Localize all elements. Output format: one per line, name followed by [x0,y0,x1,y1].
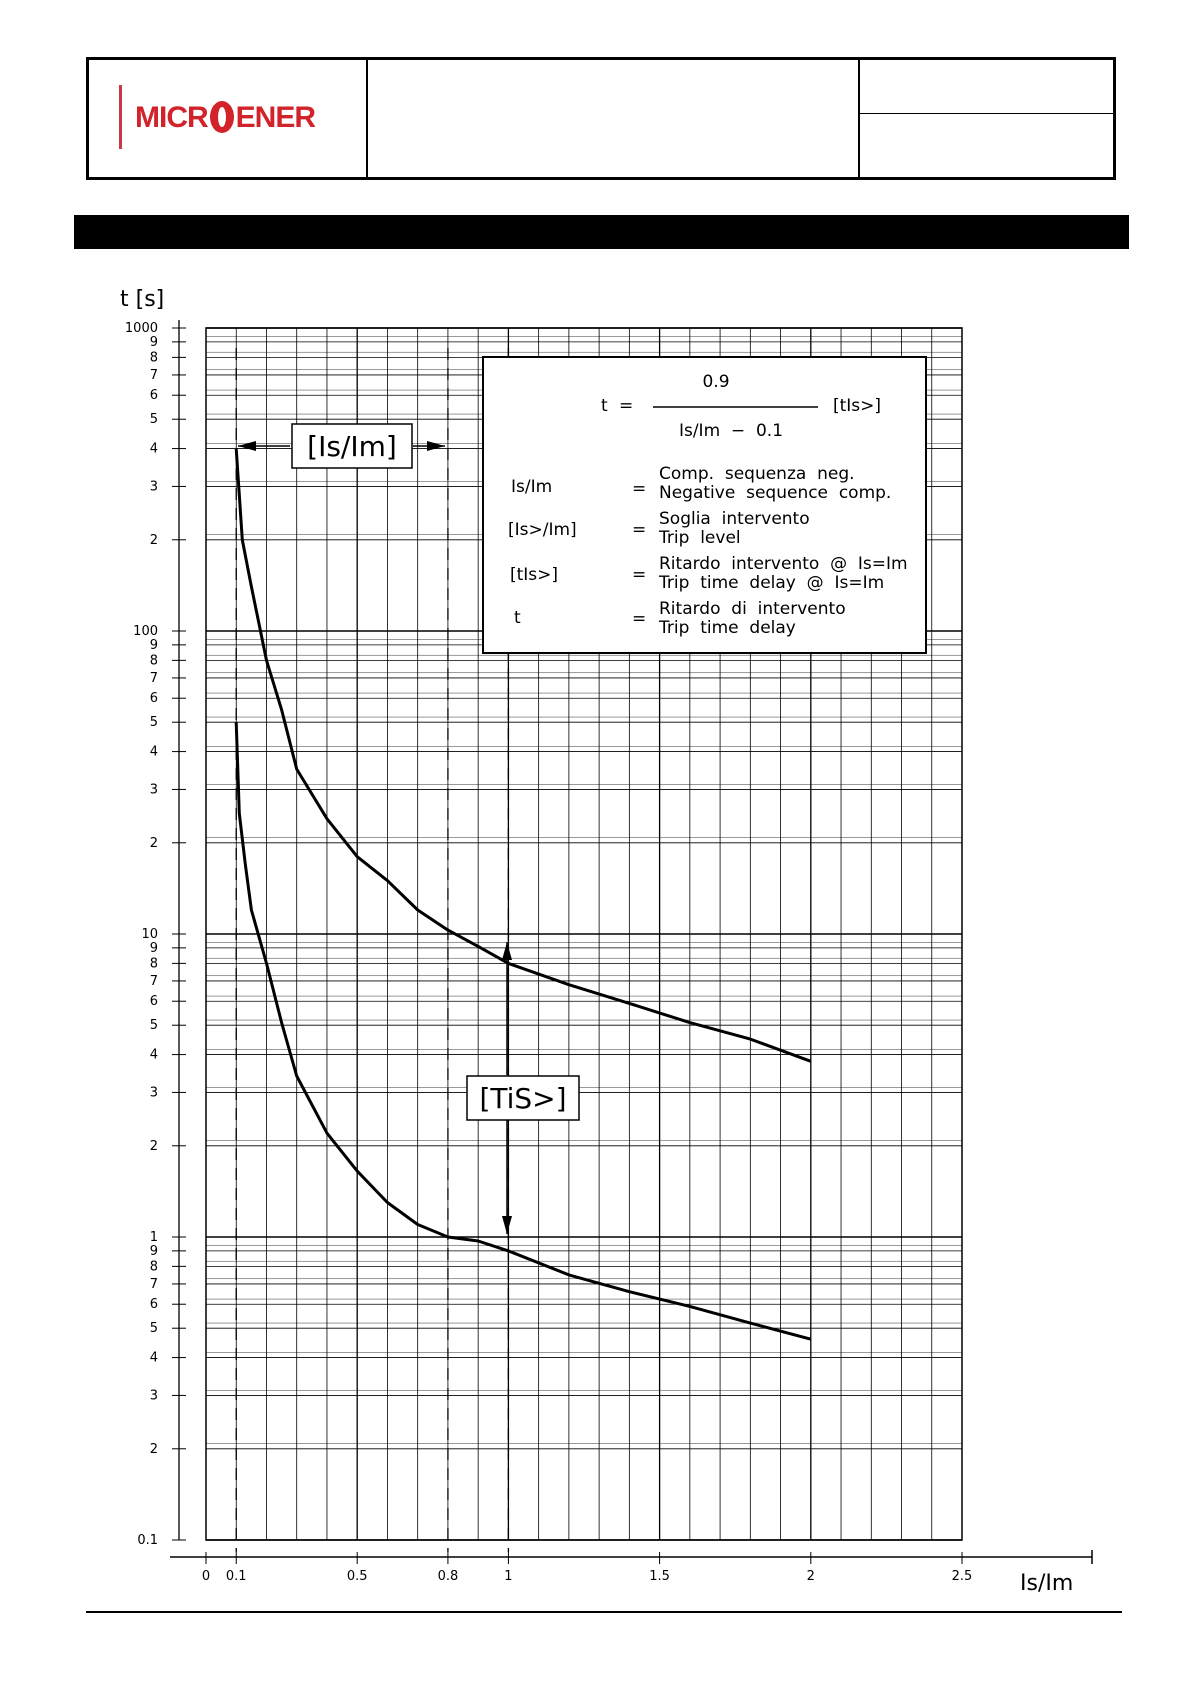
tis-arrowhead-up [502,942,512,960]
y-tick-label: 4 [149,1047,158,1063]
y-tick-label: 0.1 [137,1533,158,1548]
y-tick-label: 2 [149,1441,158,1457]
x-tick-label: 0.8 [437,1569,459,1584]
logo-text-right: ENER [235,101,316,134]
y-tick-label: 9 [149,940,158,956]
legend-eq-1: = [632,479,647,499]
x-tick-label: 0.5 [346,1569,368,1584]
legend-line2-4: Trip time delay [659,618,796,638]
legend-eq-2: = [632,520,647,540]
y-tick-label: 8 [149,653,158,669]
is-im-label: [Is/Im] [307,430,397,463]
y-tick-label: 7 [149,670,158,686]
formula-numerator: 0.9 [702,372,730,392]
y-tick-label: 6 [149,388,158,404]
footer-rule [86,1611,1122,1613]
formula-t: t [601,396,608,416]
legend-line1-2: Soglia intervento [659,509,810,529]
y-tick-label: 9 [149,1243,158,1259]
y-tick-label: 3 [149,1388,158,1404]
y-tick-label: 7 [149,973,158,989]
y-tick-label: 7 [149,367,158,383]
x-tick-label: 0 [201,1569,211,1584]
chart-legend [483,357,926,653]
legend-line2-1: Negative sequence comp. [659,483,892,503]
legend-line2-3: Trip time delay @ Is=Im [659,573,885,593]
y-tick-label: 7 [149,1276,158,1292]
y-tick-label: 1 [149,1230,158,1245]
formula-suffix: [tIs>] [833,396,882,416]
y-tick-label: 8 [149,956,158,972]
y-tick-label: 3 [149,479,158,495]
tis-label: [TiS>] [479,1082,567,1115]
y-tick-label: 5 [149,715,158,731]
y-tick-label: 1000 [124,321,158,336]
legend-line1-3: Ritardo intervento @ Is=Im [659,554,908,574]
legend-line1-1: Comp. sequenza neg. [659,464,855,484]
y-axis-title: t [s] [120,287,165,312]
y-tick-label: 4 [149,744,158,760]
tis-arrowhead-down [502,1216,512,1234]
y-tick-label: 100 [133,624,158,639]
formula-equals: = [619,396,634,416]
legend-line2-2: Trip level [659,528,741,548]
x-tick-label: 0.1 [225,1569,247,1584]
legend-symbol-3: [tIs>] [510,565,559,585]
y-tick-label: 5 [149,1018,158,1034]
legend-symbol-4: t [514,608,521,628]
y-tick-label: 2 [149,835,158,851]
legend-symbol-2: [Is>/Im] [508,520,577,540]
chart-guides [236,348,508,1552]
y-tick-label: 8 [149,350,158,366]
y-tick-label: 2 [149,532,158,548]
is-im-annotation [238,424,445,468]
x-tick-label: 2 [806,1569,815,1584]
y-tick-label: 4 [149,441,158,457]
y-tick-label: 6 [149,1297,158,1313]
y-tick-label: 9 [149,334,158,350]
logo-text-left: MICR [135,101,208,134]
x-tick-label: 2.5 [951,1569,973,1584]
y-tick-label: 3 [149,1085,158,1101]
legend-line1-4: Ritardo di intervento [659,599,846,619]
y-tick-label: 2 [149,1138,158,1154]
legend-eq-3: = [632,565,647,585]
legend-eq-4: = [632,609,647,629]
y-tick-label: 5 [149,412,158,428]
is-im-arrowhead-left [238,441,256,451]
y-tick-label: 6 [149,994,158,1010]
y-tick-label: 9 [149,637,158,653]
x-tick-label: 1.5 [649,1569,670,1584]
x-axis-title: Is/Im [1020,1571,1074,1596]
legend-symbol-1: Is/Im [511,477,553,497]
y-tick-label: 10 [141,927,158,942]
is-im-arrowhead-right [427,441,445,451]
y-tick-label: 3 [149,782,158,798]
formula-denominator: Is/Im − 0.1 [678,421,784,441]
y-tick-label: 5 [149,1321,158,1337]
y-tick-label: 4 [149,1350,158,1366]
y-tick-label: 8 [149,1259,158,1275]
x-tick-label: 1 [504,1569,513,1584]
tis-annotation [467,942,579,1234]
y-tick-label: 6 [149,691,158,707]
